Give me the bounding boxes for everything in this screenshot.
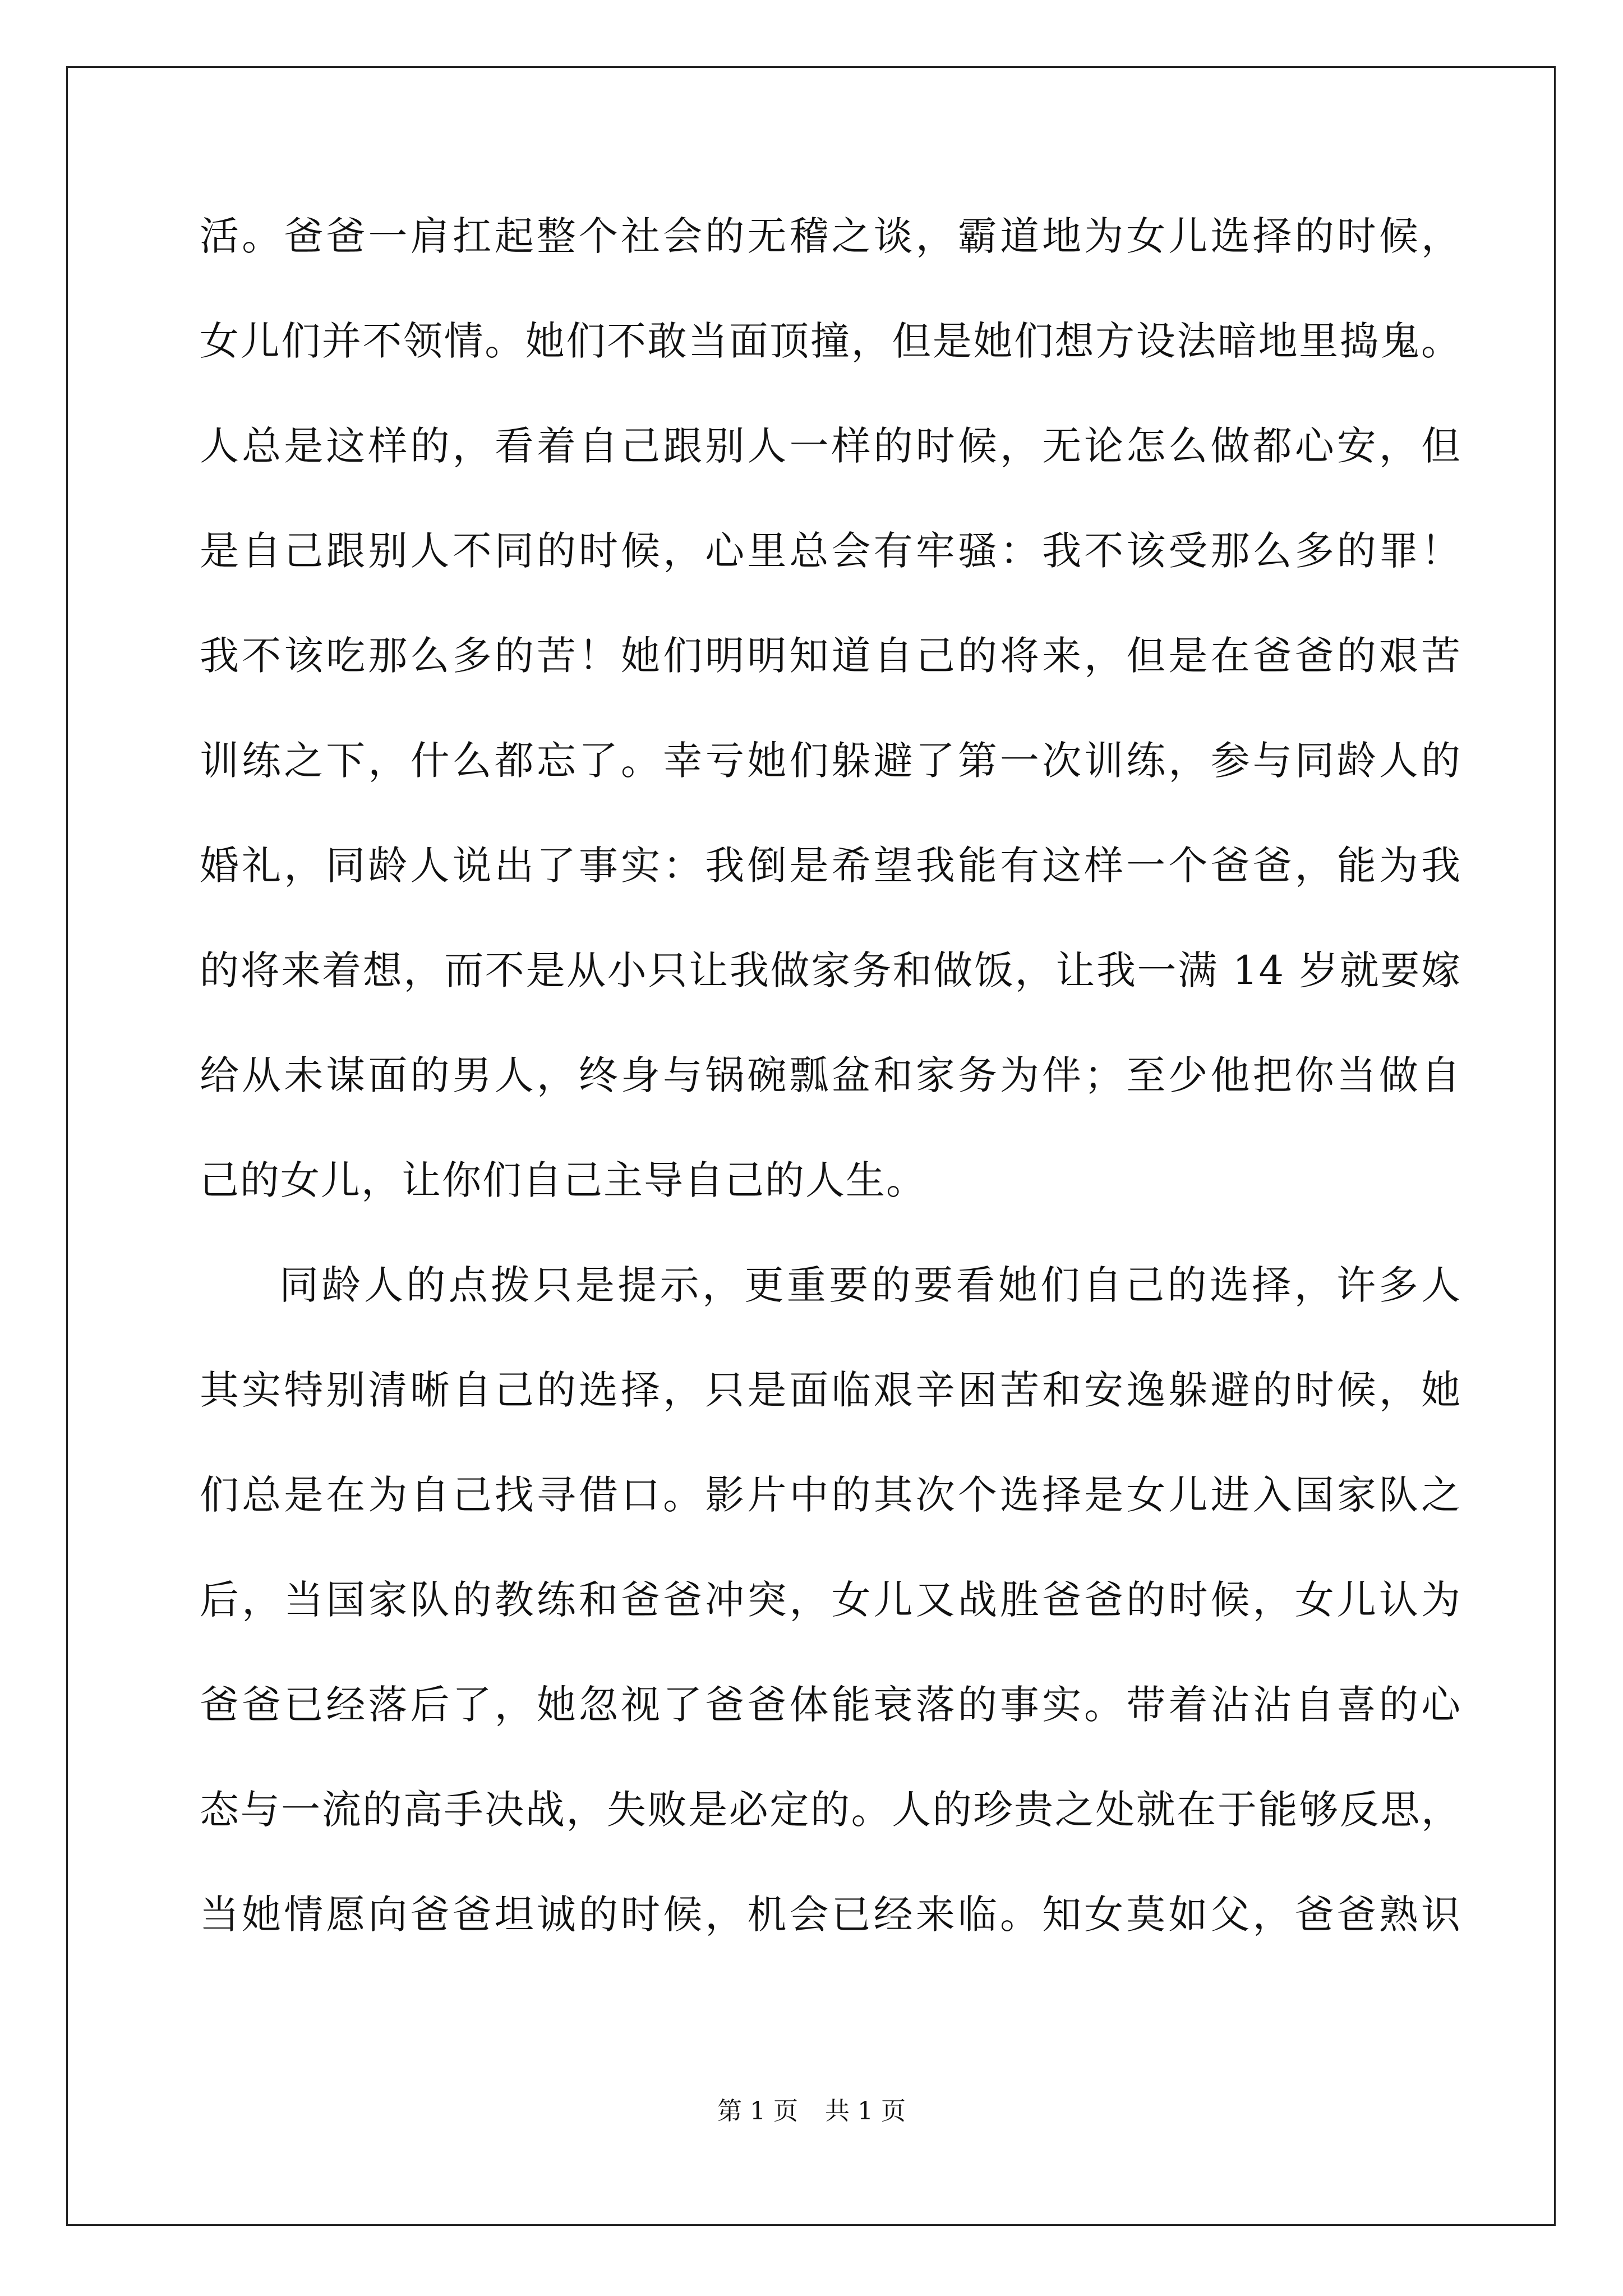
text-line: 们总是在为自己找寻借口。影片中的其次个选择是女儿进入国家队之 [200,1472,1461,1518]
text-line: 给从未谋面的男人，终身与锅碗瓢盆和家务为伴；至少他把你当做自 [200,1052,1461,1098]
text-line: 是自己跟别人不同的时候，心里总会有牢骚：我不该受那么多的罪！ [200,528,1461,574]
text-line: 女儿们并不领情。她们不敢当面顶撞，但是她们想方设法暗地里捣鬼。 [200,318,1461,364]
text-line: 训练之下，什么都忘了。幸亏她们躲避了第一次训练，参与同龄人的 [200,738,1461,784]
text-line: 我不该吃那么多的苦！她们明明知道自己的将来，但是在爸爸的艰苦 [200,633,1461,679]
text-line: 的将来着想，而不是从小只让我做家务和做饭，让我一满 14 岁就要嫁 [200,947,1461,993]
page-footer [0,2096,1623,2127]
text-line: 人总是这样的，看着自己跟别人一样的时候，无论怎么做都心安，但 [200,423,1461,469]
text-line: 态与一流的高手决战，失败是必定的。人的珍贵之处就在于能够反思， [200,1787,1461,1833]
text-line: 己的女儿，让你们自己主导自己的人生。 [200,1157,926,1203]
text-line: 爸爸已经落后了，她忽视了爸爸体能衰落的事实。带着沾沾自喜的心 [200,1682,1461,1728]
page-total: 共 1 页 [825,2097,906,2125]
text-line: 活。爸爸一肩扛起整个社会的无稽之谈，霸道地为女儿选择的时候， [200,213,1461,259]
text-line: 后，当国家队的教练和爸爸冲突，女儿又战胜爸爸的时候，女儿认为 [200,1577,1461,1623]
page-number: 第 1 页 [717,2097,798,2125]
text-line: 当她情愿向爸爸坦诚的时候，机会已经来临。知女莫如父，爸爸熟识 [200,1892,1461,1938]
paragraph-first-line: 同龄人的点拨只是提示，更重要的要看她们自己的选择，许多人 [279,1262,1461,1308]
text-line: 婚礼，同龄人说出了事实：我倒是希望我能有这样一个爸爸，能为我 [200,843,1461,889]
text-line: 其实特别清晰自己的选择，只是面临艰辛困苦和安逸躲避的时候，她 [200,1367,1461,1413]
